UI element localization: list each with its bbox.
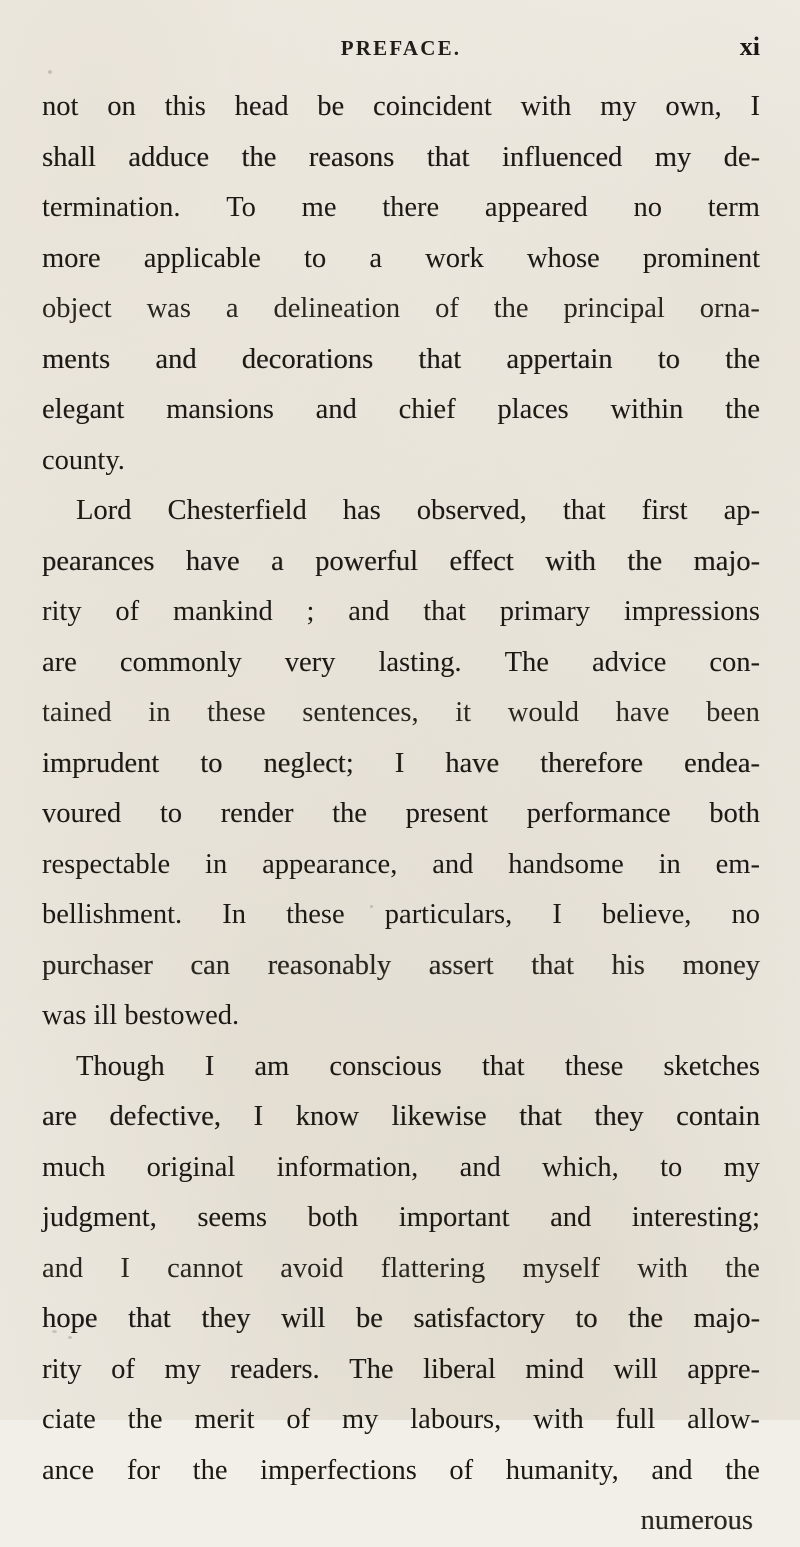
- word: termination.: [42, 192, 181, 223]
- word: a: [271, 545, 284, 577]
- word: orna-: [699, 293, 760, 324]
- word: ciate: [42, 1404, 96, 1435]
- word: numerous: [640, 1505, 753, 1536]
- word: purchaser: [42, 949, 153, 981]
- word: both: [709, 798, 760, 829]
- paper-speck: [48, 70, 52, 74]
- word: reasons: [308, 141, 395, 173]
- word: pearances: [42, 545, 155, 577]
- word: the: [332, 798, 367, 829]
- word: Though: [76, 1050, 165, 1082]
- word: work: [425, 242, 484, 274]
- word: these: [207, 697, 266, 728]
- word: readers.: [230, 1353, 320, 1385]
- word: of: [435, 293, 459, 324]
- word: on: [107, 91, 136, 122]
- word: particulars,: [384, 899, 513, 930]
- word: would: [507, 697, 579, 728]
- word: know: [295, 1101, 359, 1132]
- word: have: [445, 747, 500, 779]
- word: the: [493, 293, 529, 324]
- text-line: [42, 133, 760, 184]
- word: decorations: [241, 343, 374, 375]
- word: contain: [676, 1101, 760, 1132]
- word: principal: [563, 293, 665, 324]
- text-line: [42, 1496, 760, 1547]
- word: the: [628, 1303, 663, 1334]
- word: object: [42, 293, 112, 324]
- word: rity: [42, 596, 82, 627]
- word: the: [725, 1252, 760, 1284]
- word: places: [497, 394, 569, 425]
- word-space: [125, 436, 132, 487]
- text-line: [42, 1143, 760, 1194]
- word: be: [317, 91, 345, 122]
- word: majo-: [693, 1303, 760, 1334]
- word: The: [349, 1353, 394, 1385]
- word: and: [432, 848, 474, 880]
- word: the: [241, 141, 277, 173]
- word: I: [552, 899, 562, 930]
- text-line: [42, 688, 760, 739]
- word: likewise: [391, 1101, 487, 1132]
- word: and: [348, 596, 390, 627]
- word: em-: [715, 848, 760, 880]
- word: for: [126, 1454, 161, 1486]
- word: performance: [526, 798, 671, 829]
- word: coincident: [373, 91, 492, 122]
- word: sketches: [663, 1050, 760, 1082]
- word: can: [190, 949, 230, 981]
- word: chief: [398, 394, 456, 425]
- word: are: [42, 1101, 77, 1132]
- word: my: [600, 91, 637, 122]
- text-line: [42, 890, 760, 941]
- word: term: [707, 192, 760, 223]
- word: The: [504, 646, 549, 678]
- word: been: [706, 697, 760, 728]
- text-line: [42, 486, 760, 537]
- word: lasting.: [378, 646, 462, 678]
- word: humanity,: [505, 1454, 619, 1486]
- text-line: [42, 234, 760, 285]
- word: with: [520, 91, 572, 122]
- paper-speck: [52, 1330, 57, 1333]
- word: and: [459, 1151, 501, 1183]
- word: to: [657, 343, 680, 375]
- word: information,: [276, 1151, 419, 1183]
- word: important: [398, 1202, 510, 1233]
- word: in: [205, 848, 228, 880]
- text-line: [42, 789, 760, 840]
- word: will: [613, 1353, 658, 1385]
- word: with: [533, 1404, 584, 1435]
- word: primary: [499, 596, 590, 627]
- word: defective,: [109, 1101, 221, 1132]
- word: in: [148, 697, 171, 728]
- word: prominent: [642, 242, 760, 274]
- word: avoid: [280, 1252, 344, 1284]
- word: render: [220, 798, 294, 829]
- word: I: [253, 1101, 264, 1132]
- paragraph: [42, 486, 760, 1042]
- text-line: [42, 436, 760, 487]
- word: my: [654, 141, 692, 173]
- text-line: [42, 1042, 760, 1093]
- word: first: [641, 495, 688, 526]
- word: mankind: [172, 596, 273, 627]
- word: of: [286, 1404, 311, 1435]
- word: very: [284, 646, 336, 678]
- paper-speck: [370, 905, 373, 908]
- word: delineation: [273, 293, 401, 324]
- word: sentences,: [302, 697, 419, 728]
- word: seems: [197, 1202, 267, 1233]
- word-space: [86, 991, 93, 1042]
- word: has: [342, 495, 381, 526]
- word: merit: [194, 1404, 255, 1435]
- word: and: [155, 343, 197, 375]
- word: appre-: [687, 1353, 760, 1385]
- word: me: [301, 192, 337, 223]
- word: liberal: [422, 1353, 496, 1385]
- word: these: [286, 899, 345, 930]
- word: Lord: [76, 495, 132, 526]
- word: I: [750, 91, 760, 122]
- word: impressions: [623, 596, 760, 627]
- word: ;: [306, 596, 315, 627]
- word: they: [201, 1303, 251, 1334]
- word: of: [111, 1353, 135, 1385]
- word: with: [637, 1252, 688, 1284]
- word: that: [531, 949, 574, 981]
- word: be: [355, 1303, 383, 1334]
- word: believe,: [601, 899, 692, 930]
- word: I: [394, 747, 405, 779]
- word: that: [519, 1101, 562, 1132]
- word: whose: [526, 242, 600, 274]
- word: in: [658, 848, 681, 880]
- word: was: [42, 1000, 87, 1031]
- word: flattering: [380, 1252, 486, 1284]
- text-line: [42, 587, 760, 638]
- word: my: [164, 1353, 201, 1385]
- word: they: [594, 1101, 644, 1132]
- word: to: [200, 747, 223, 779]
- text-line: [42, 941, 760, 992]
- word: tained: [42, 697, 112, 728]
- text-line: [42, 1446, 760, 1497]
- word: de-: [723, 141, 760, 173]
- text-line: [42, 739, 760, 790]
- word: original: [146, 1151, 236, 1183]
- word: and: [42, 1252, 84, 1284]
- word: con-: [709, 646, 760, 678]
- word: observed,: [416, 495, 527, 526]
- word: to: [660, 1151, 683, 1183]
- word: allow-: [687, 1404, 760, 1435]
- word: appertain: [506, 343, 613, 375]
- word: voured: [42, 798, 122, 829]
- word: to: [575, 1303, 598, 1334]
- text-line: [42, 1092, 760, 1143]
- word: own,: [665, 91, 722, 122]
- word: and: [315, 394, 357, 425]
- word: no: [633, 192, 662, 223]
- word: to: [303, 242, 327, 274]
- word: the: [725, 343, 760, 375]
- word: both: [307, 1202, 359, 1233]
- word: that: [562, 495, 606, 526]
- word: handsome: [508, 848, 624, 880]
- page-number: xi: [739, 32, 760, 61]
- word: of: [449, 1454, 474, 1486]
- word: judgment,: [42, 1202, 157, 1233]
- word: To: [226, 192, 256, 223]
- word: money: [682, 949, 760, 981]
- word: the: [725, 394, 760, 425]
- text-line: [42, 638, 760, 689]
- word: respectable: [42, 848, 171, 880]
- word: bestowed.: [124, 1000, 240, 1031]
- word: rity: [42, 1353, 82, 1385]
- word: my: [341, 1404, 379, 1435]
- word: my: [723, 1151, 760, 1183]
- word: Chesterfield: [167, 495, 307, 526]
- word: elegant: [42, 394, 125, 425]
- word: ments: [42, 343, 111, 375]
- word: myself: [522, 1252, 601, 1284]
- text-line: [42, 1294, 760, 1345]
- word: reasonably: [267, 949, 392, 981]
- word: labours,: [410, 1404, 502, 1435]
- word: cannot: [167, 1252, 244, 1284]
- word: will: [280, 1303, 326, 1334]
- text-line: [42, 335, 760, 386]
- word: bellishment.: [42, 899, 183, 930]
- paper-speck: [68, 1336, 72, 1339]
- word: influenced: [501, 141, 623, 173]
- word: that: [418, 343, 462, 375]
- word: these: [564, 1050, 624, 1082]
- text-line: [42, 1193, 760, 1244]
- word: imprudent: [42, 747, 160, 779]
- text-line: [42, 840, 760, 891]
- word: it: [455, 697, 472, 728]
- word: endea-: [683, 747, 760, 779]
- word: shall: [42, 141, 96, 173]
- word: more: [42, 242, 101, 274]
- word: I: [204, 1050, 215, 1082]
- text-line: [42, 537, 760, 588]
- word: that: [481, 1050, 525, 1082]
- word-space: [117, 991, 124, 1042]
- word: ap-: [723, 495, 760, 526]
- word: neglect;: [263, 747, 354, 779]
- text-line: [42, 385, 760, 436]
- word: the: [127, 1404, 163, 1435]
- word: I: [120, 1252, 130, 1284]
- word: applicable: [143, 242, 261, 274]
- text-line: [42, 1395, 760, 1446]
- word: that: [423, 596, 466, 627]
- word: conscious: [329, 1050, 442, 1082]
- word: majo-: [693, 545, 760, 577]
- word: that: [426, 141, 470, 173]
- word: commonly: [119, 646, 242, 678]
- word: a: [369, 242, 382, 274]
- word: head: [234, 91, 289, 122]
- word: a: [225, 293, 239, 324]
- text-line: [42, 1345, 760, 1396]
- text-line: [42, 82, 760, 133]
- word: ill: [93, 1000, 118, 1031]
- word: with: [545, 545, 596, 577]
- word: of: [115, 596, 140, 627]
- word: have: [615, 697, 670, 728]
- paragraph: [42, 1042, 760, 1547]
- word: that: [127, 1303, 171, 1334]
- word: effect: [449, 545, 514, 577]
- word-space: [753, 1496, 760, 1547]
- word: the: [725, 1454, 760, 1486]
- text-line: [42, 284, 760, 335]
- page-header: [40, 32, 762, 66]
- word: the: [192, 1454, 228, 1486]
- word: to: [159, 798, 182, 829]
- word: not: [42, 91, 79, 122]
- word: appeared: [484, 192, 588, 223]
- word: much: [42, 1151, 106, 1183]
- word: imperfections: [260, 1454, 417, 1486]
- word: his: [611, 949, 645, 981]
- word: and: [651, 1454, 693, 1486]
- word: there: [382, 192, 440, 223]
- word: therefore: [540, 747, 643, 779]
- word: appearance,: [262, 848, 398, 880]
- text-line: [42, 991, 760, 1042]
- running-head: PREFACE.: [340, 36, 462, 60]
- word: interesting;: [631, 1202, 760, 1233]
- word: this: [164, 91, 206, 122]
- paragraph: [42, 82, 760, 486]
- text-line: [42, 1244, 760, 1295]
- word: and: [550, 1202, 592, 1233]
- word: advice: [591, 646, 667, 678]
- word: mind: [525, 1353, 584, 1385]
- word: no: [731, 899, 760, 930]
- word: are: [42, 646, 77, 678]
- word-space: [239, 991, 246, 1042]
- word: mansions: [166, 394, 274, 425]
- word: which,: [542, 1151, 619, 1183]
- word: within: [610, 394, 684, 425]
- word: the: [627, 545, 663, 577]
- word: full: [615, 1404, 656, 1435]
- text-line: [42, 183, 760, 234]
- word: have: [185, 545, 240, 577]
- word: am: [254, 1050, 290, 1082]
- word: county.: [42, 444, 125, 476]
- word: powerful: [315, 545, 418, 577]
- word: adduce: [128, 141, 209, 173]
- word: ance: [42, 1454, 95, 1486]
- word: hope: [42, 1303, 98, 1334]
- word: present: [405, 798, 488, 829]
- word: satisfactory: [413, 1303, 545, 1334]
- body-text: [42, 82, 760, 1547]
- word: was: [146, 293, 191, 324]
- word: assert: [428, 949, 494, 981]
- page-content: [40, 0, 762, 1536]
- word: In: [222, 899, 246, 930]
